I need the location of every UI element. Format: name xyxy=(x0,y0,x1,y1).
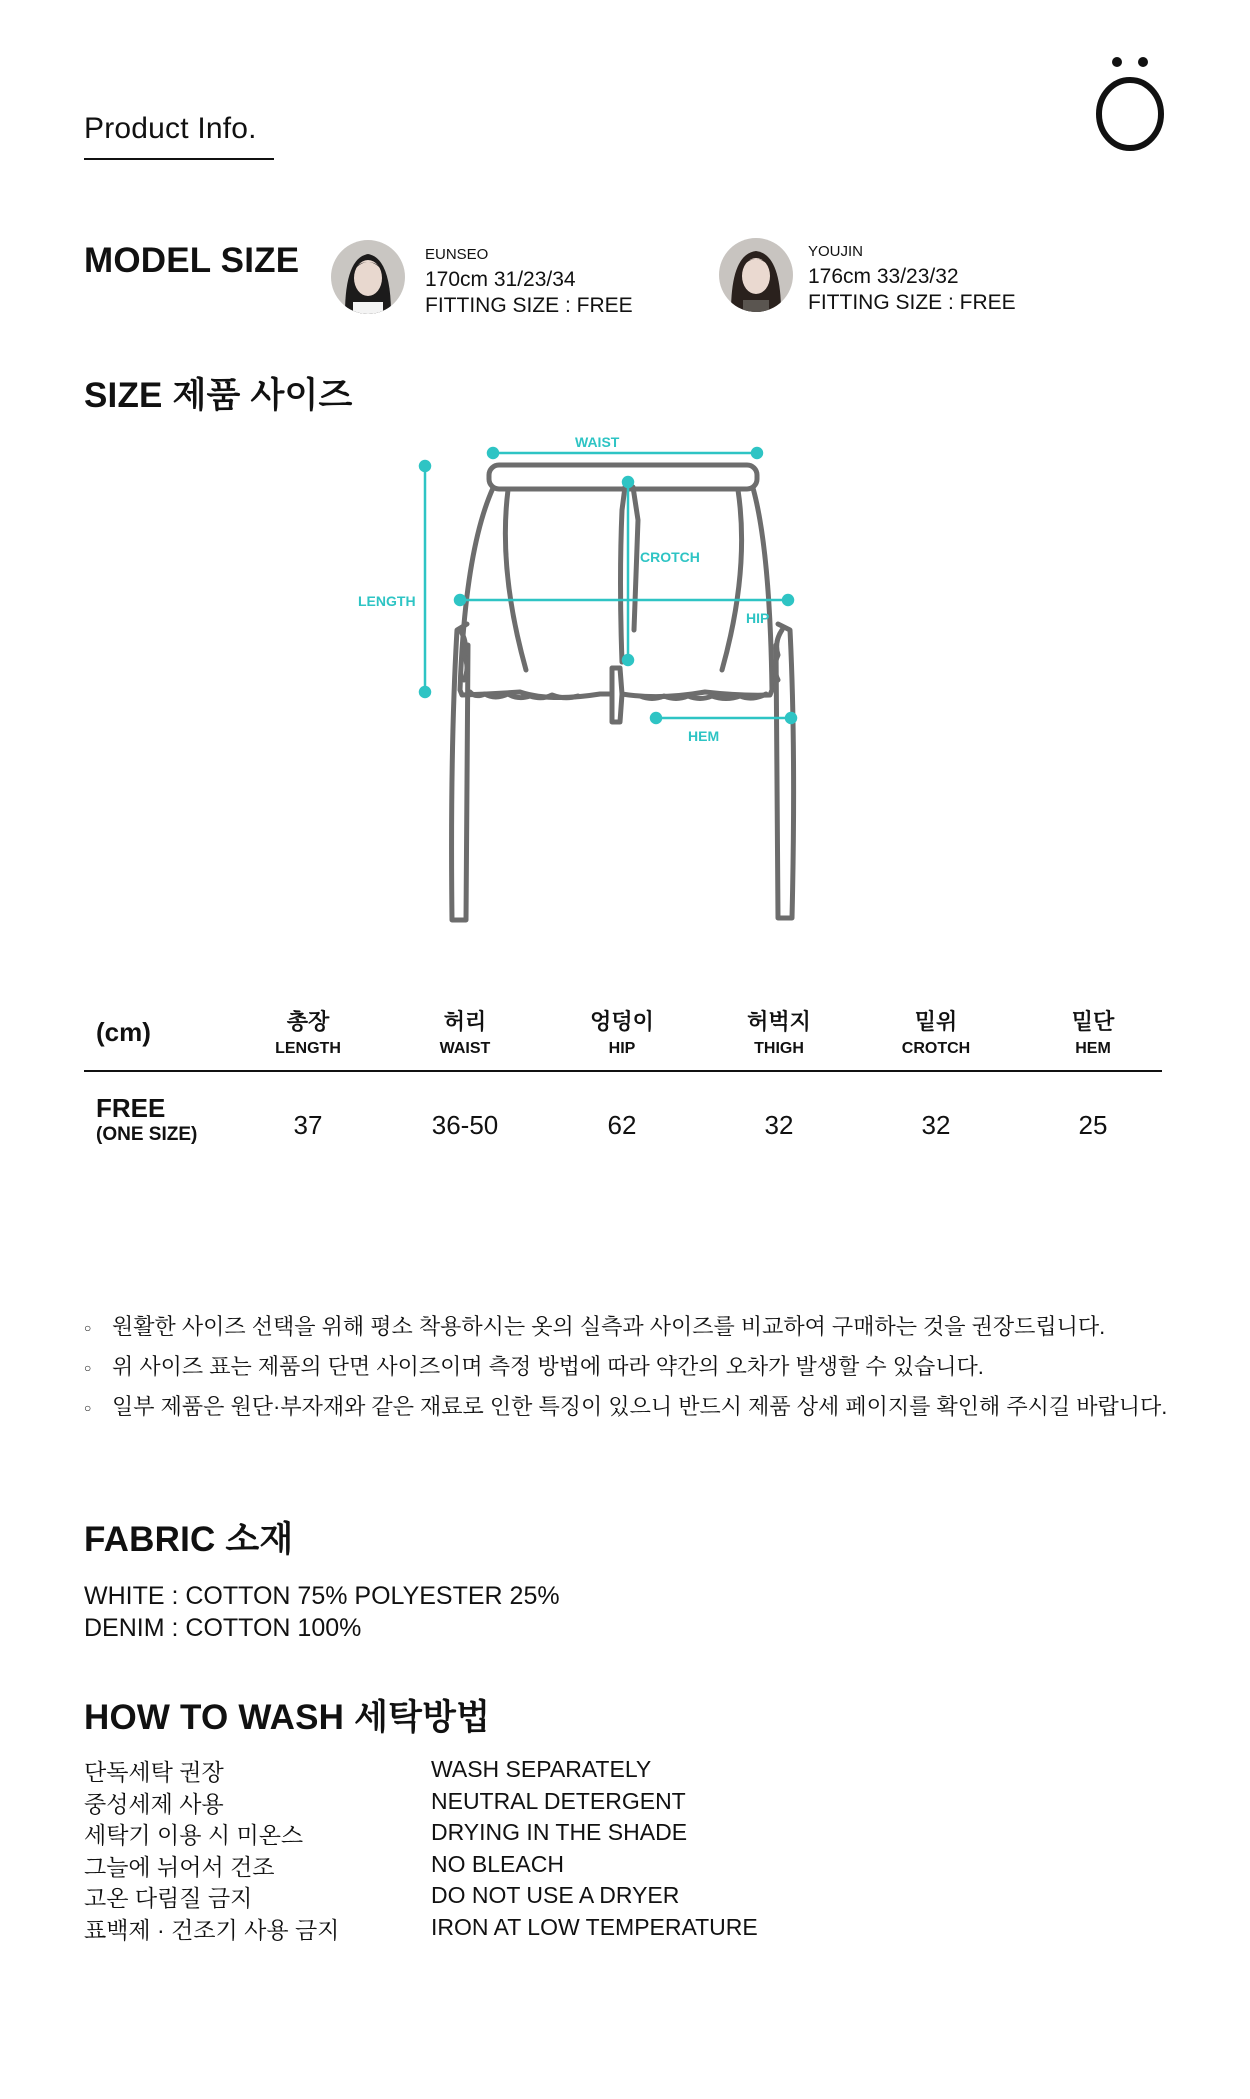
note-text: 원활한 사이즈 선택을 위해 평소 착용하시는 옷의 실측과 사이즈를 비교하여 구매하는 것을 권장드립니다. xyxy=(112,1314,1106,1339)
fabric-title: FABRIC 소재 xyxy=(84,1520,294,1559)
header-ko: 허리 xyxy=(443,1009,487,1034)
wash-instruction-ko: 그늘에 뉘어서 건조 xyxy=(84,1853,275,1880)
hip-label: HIP xyxy=(746,610,770,626)
crotch-label: CROTCH xyxy=(640,549,700,565)
wash-instruction-en: DO NOT USE A DRYER xyxy=(431,1882,680,1908)
waist-label: WAIST xyxy=(575,434,620,450)
size-subname: (ONE SIZE) xyxy=(96,1124,198,1145)
length-label: LENGTH xyxy=(358,593,416,609)
hem-label: HEM xyxy=(688,728,720,744)
model-name: EUNSEO xyxy=(425,246,489,263)
title-underline xyxy=(84,158,274,160)
table-divider xyxy=(84,1070,1162,1072)
model-measurements: 170cm 31/23/34 xyxy=(425,268,576,291)
bullet-icon: ○ xyxy=(84,1401,92,1416)
wash-instruction-ko: 고온 다림질 금지 xyxy=(84,1885,253,1911)
table-header-crotch xyxy=(866,1005,1006,1058)
model-fitting-size: FITTING SIZE : FREE xyxy=(425,294,633,317)
size-name: FREE xyxy=(96,1093,166,1123)
table-unit-label: (cm) xyxy=(96,1017,151,1047)
value-crotch: 32 xyxy=(921,1110,951,1140)
wash-instruction-ko: 중성세제 사용 xyxy=(84,1790,224,1817)
wash-instruction-ko: 단독세탁 권장 xyxy=(84,1759,224,1785)
model-size-title: MODEL SIZE xyxy=(84,241,300,280)
bullet-icon: ○ xyxy=(84,1361,92,1376)
avatar xyxy=(719,238,793,312)
value-waist: 36-50 xyxy=(431,1110,499,1140)
model-measurements: 176cm 33/23/32 xyxy=(808,265,959,288)
wash-korean-list xyxy=(84,1757,339,1946)
bullet-icon: ○ xyxy=(84,1321,92,1336)
table-header-thigh xyxy=(709,1005,849,1058)
value-hip: 62 xyxy=(607,1110,637,1140)
table-header-hip xyxy=(552,1005,692,1058)
table-header-length xyxy=(238,1005,378,1058)
header-ko: 밑위 xyxy=(914,1009,958,1034)
model-name: YOUJIN xyxy=(808,243,864,260)
shorts-size-diagram xyxy=(330,430,850,930)
page-title: Product Info. xyxy=(84,112,257,145)
header-ko: 허벅지 xyxy=(747,1009,811,1034)
brand-logo xyxy=(1085,46,1175,156)
wash-instruction-en: WASH SEPARATELY xyxy=(431,1756,652,1782)
header-en: THIGH xyxy=(754,1040,804,1057)
header-en: LENGTH xyxy=(275,1040,341,1057)
header-ko: 밑단 xyxy=(1071,1009,1115,1034)
wash-instruction-en: NEUTRAL DETERGENT xyxy=(431,1787,686,1814)
size-section-title: SIZE 제품 사이즈 xyxy=(84,376,353,415)
fabric-line: DENIM : COTTON 100% xyxy=(84,1614,362,1642)
header-ko: 총장 xyxy=(286,1009,330,1034)
header-en: CROTCH xyxy=(901,1040,971,1057)
note-text: 일부 제품은 원단·부자재와 같은 재료로 인한 특징이 있으니 반드시 제품 상세 페이지를 확인해 주시길 바랍니다. xyxy=(112,1394,1168,1419)
note-text: 위 사이즈 표는 제품의 단면 사이즈이며 측정 방법에 따라 약간의 오차가 발생할 수 있습니다. xyxy=(112,1354,984,1379)
size-note xyxy=(84,1390,1167,1421)
model-fitting-size: FITTING SIZE : FREE xyxy=(808,291,1016,314)
header-en: WAIST xyxy=(439,1040,491,1057)
size-note xyxy=(84,1310,1105,1341)
value-length: 37 xyxy=(293,1110,323,1140)
value-hem: 25 xyxy=(1078,1110,1108,1140)
wash-english-list xyxy=(431,1754,758,1943)
header-en: HEM xyxy=(1075,1040,1111,1057)
wash-instruction-ko: 세탁기 이용 시 미온스 xyxy=(84,1822,304,1848)
header-ko: 엉덩이 xyxy=(590,1009,654,1034)
table-header-hem xyxy=(1023,1005,1163,1058)
table-header-waist xyxy=(395,1005,535,1058)
header-en: HIP xyxy=(608,1040,636,1057)
fabric-line: WHITE : COTTON 75% POLYESTER 25% xyxy=(84,1582,560,1610)
wash-instruction-en: NO BLEACH xyxy=(431,1850,564,1877)
wash-instruction-en: DRYING IN THE SHADE xyxy=(431,1819,688,1845)
size-note xyxy=(84,1350,984,1381)
wash-title: HOW TO WASH 세탁방법 xyxy=(84,1698,491,1737)
wash-instruction-en: IRON AT LOW TEMPERATURE xyxy=(431,1913,758,1940)
wash-instruction-ko: 표백제 · 건조기 사용 금지 xyxy=(84,1916,340,1943)
avatar xyxy=(331,240,405,314)
value-thigh: 32 xyxy=(764,1110,794,1140)
